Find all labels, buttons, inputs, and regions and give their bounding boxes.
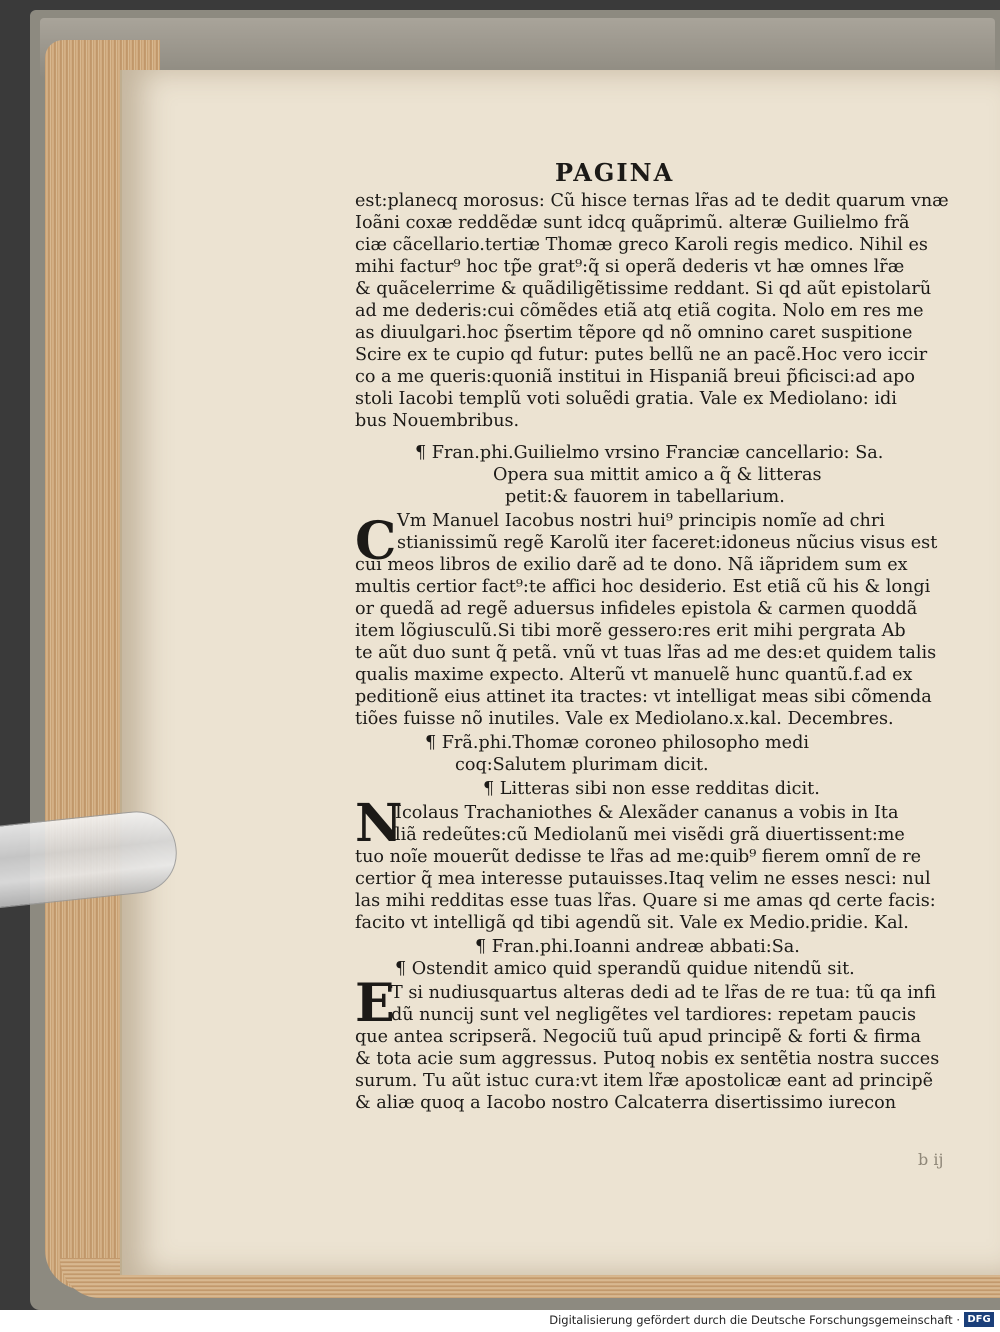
text-line: tiões fuisse nõ inutiles. Vale ex Mediolano.x.kal. Decembres.: [355, 709, 894, 729]
text-line: ¶ Fran.phi.Ioanni andreæ abbati:Sa.: [475, 937, 800, 957]
dfg-logo: DFG: [964, 1312, 994, 1327]
decorated-initial: E: [355, 973, 395, 1034]
text-line: Icolaus Trachaniothes & Alexãder cananus a vobis in Ita: [395, 803, 899, 823]
book-cover-top: [40, 18, 995, 78]
text-line: surum. Tu aũt istuc cura:vt item lr̃æ apostolicæ eant ad principẽ: [355, 1071, 934, 1091]
text-line: petit:& fauorem in tabellarium.: [505, 487, 785, 507]
text-line: stoli Iacobi templũ voti soluẽdi gratia. Vale ex Mediolano: idi: [355, 389, 897, 409]
text-line: coq:Salutem plurimam dicit.: [455, 755, 709, 775]
text-line: multis certior fact⁹:te affici hoc desiderio. Est etiã cũ his & longi: [355, 577, 931, 597]
text-line: stianissimũ regẽ Karolũ iter faceret:idoneus nũcius visus est: [397, 533, 938, 553]
text-line: Vm Manuel Iacobus nostri hui⁹ principis nomĩe ad chri: [397, 511, 885, 531]
text-line: ¶ Ostendit amico quid sperandũ quidue nitendũ sit.: [395, 959, 855, 979]
text-line: cui meos libros de exilio darẽ ad te dono. Nã iãpridem sum ex: [355, 555, 908, 575]
text-line: & tota acie sum aggressus. Putoq nobis ex sentẽtia nostra succes: [355, 1049, 940, 1069]
text-line: qualis maxime expecto. Alterũ vt manuelẽ hunc quantũ.f.ad ex: [355, 665, 913, 685]
text-line: Scire ex te cupio qd futur: putes bellũ ne an pacẽ.Hoc vero iccir: [355, 345, 928, 365]
text-line: ¶ Litteras sibi non esse redditas dicit.: [483, 779, 820, 799]
text-line: te aũt duo sunt q̃ petã. vnũ vt tuas lr̃as ad me des:et quidem talis: [355, 643, 937, 663]
decorated-initial: C: [355, 511, 397, 572]
text-line: bus Nouembribus.: [355, 411, 520, 431]
text-line: peditionẽ eius attinet ita tractes: vt intelligat meas sibi cõmenda: [355, 687, 932, 707]
text-line: item lõgiusculũ.Si tibi morẽ gessero:res erit mihi pergrata Ab: [355, 621, 906, 641]
text-line: ciæ cãcellario.tertiæ Thomæ greco Karoli regis medico. Nihil es: [355, 235, 928, 255]
text-line: liã redeũtes:cũ Mediolanũ mei visẽdi grã diuertissent:me: [395, 825, 905, 845]
text-line: mihi factur⁹ hoc tp̃e grat⁹:q̃ si operã dederis vt hæ omnes lr̃æ: [355, 257, 905, 277]
text-line: co a me queris:quoniã institui in Hispaniã breui p̃ficisci:ad apo: [355, 367, 915, 387]
text-line: est:planecq morosus: Cũ hisce ternas lr̃as ad te dedit quarum vnæ: [355, 191, 949, 211]
text-line: Ioãni coxæ reddẽdæ sunt idcq quãprimũ. alteræ Guilielmo frã: [355, 213, 910, 233]
text-line: ad me dederis:cui cõmẽdes etiã atq etiã cogita. Nolo em res me: [355, 301, 924, 321]
text-line: Opera sua mittit amico a q̃ & litteras: [493, 465, 822, 485]
text-line: ¶ Frã.phi.Thomæ coroneo philosopho medi: [425, 733, 809, 753]
text-line: que antea scripserã. Negociũ tuũ apud principẽ & forti & firma: [355, 1027, 922, 1047]
text-line: & quãcelerrime & quãdiligẽtissime reddant. Si qd aũt epistolarũ: [355, 279, 932, 299]
text-line: or quedã ad regẽ aduersus infideles epistola & carmen quoddã: [355, 599, 918, 619]
page-header: PAGINA: [555, 158, 675, 187]
text-line: las mihi redditas esse tuas lr̃as. Quare si me amas qd certe facis:: [355, 891, 936, 911]
text-line: certior q̃ mea interesse putauisses.Itaq velim ne esses nesci: nul: [355, 869, 931, 889]
decorated-initial: N: [355, 793, 403, 854]
text-line: ¶ Fran.phi.Guilielmo vrsino Franciæ cancellario: Sa.: [415, 443, 884, 463]
text-line: as diuulgari.hoc p̃sertim tẽpore qd nõ omnino caret suspitione: [355, 323, 913, 343]
footer-credit: Digitalisierung gefördert durch die Deutsche Forschungsgemeinschaft ·: [549, 1313, 960, 1327]
text-line: & aliæ quoq a Iacobo nostro Calcaterra disertissimo iurecon: [355, 1093, 897, 1113]
text-line: facito vt intelligã qd tibi agendũ sit. Vale ex Medio.pridie. Kal.: [355, 913, 909, 933]
text-line: T si nudiusquartus alteras dedi ad te lr̃as de re tua: tũ qa infi: [391, 983, 936, 1003]
text-line: dũ nuncij sunt vel negligẽtes vel tardiores: repetam paucis: [391, 1005, 916, 1025]
signature-mark: b ij: [918, 1150, 944, 1169]
text-line: tuo noĩe mouerũt dedisse te lr̃as ad me:quib⁹ fierem omnĩ de re: [355, 847, 922, 867]
